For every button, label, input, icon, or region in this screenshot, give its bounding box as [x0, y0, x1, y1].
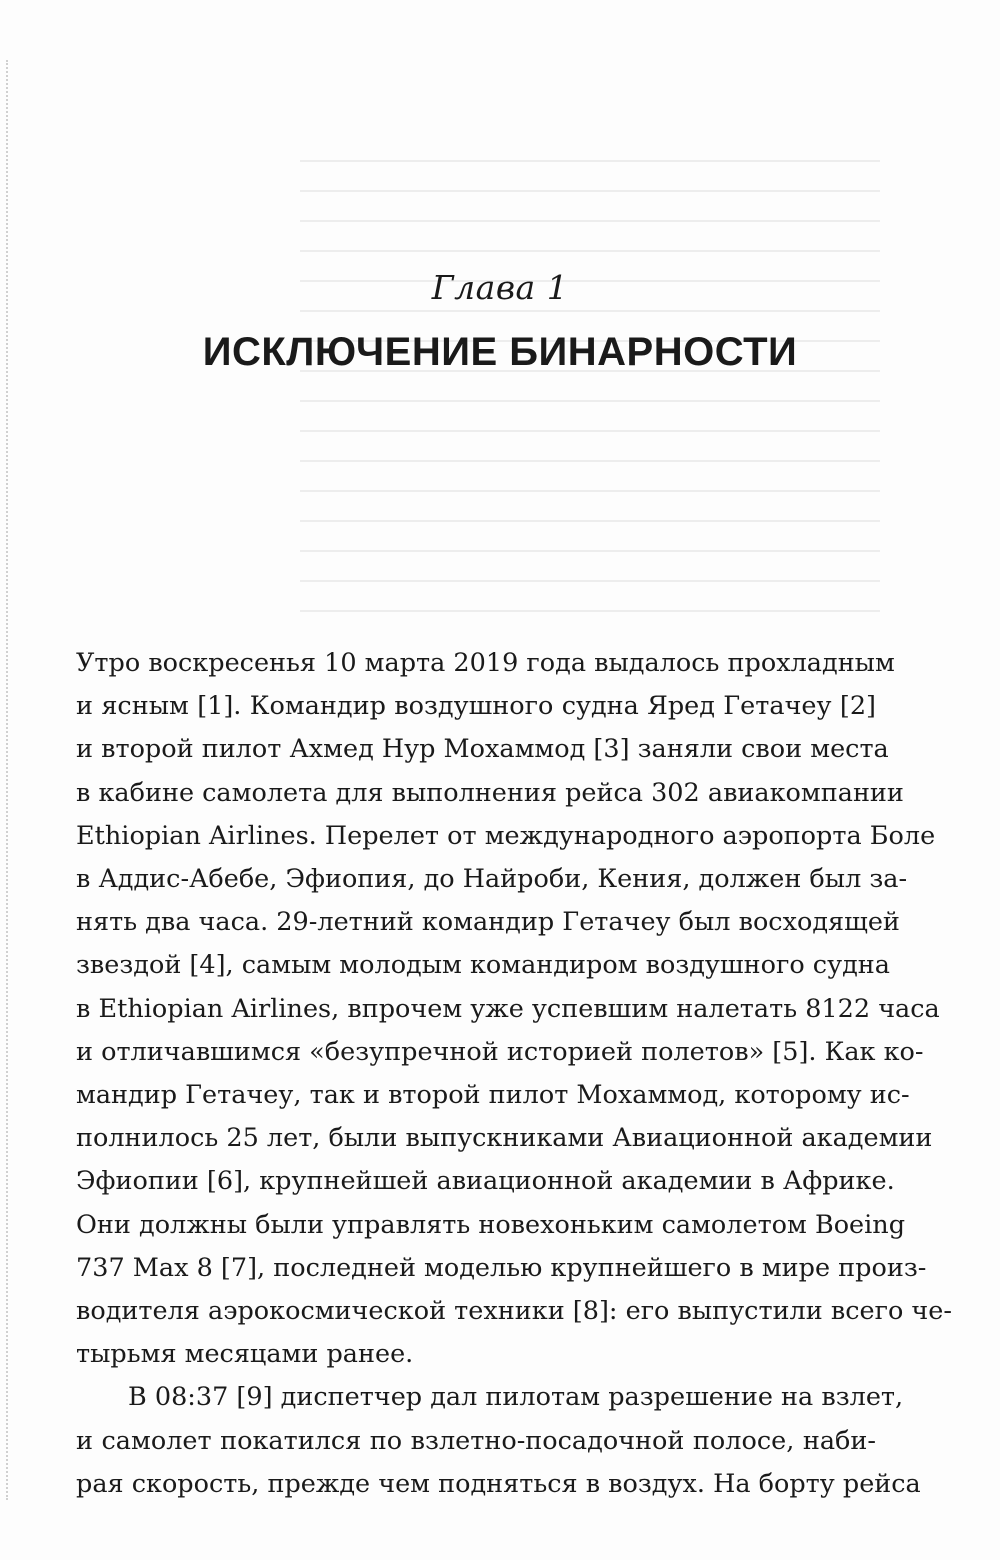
text-line: нять два часа. 29-летний командир Гетачеу был восходящей [76, 907, 900, 938]
text-line: Утро воскресенья 10 марта 2019 года выдалось прохладным [76, 648, 895, 678]
text-line: полнилось 25 лет, были выпускниками Авиационной академии [76, 1123, 933, 1154]
body-text [76, 642, 952, 1506]
text-line: звездой [4], самым молодым командиром воздушного судна [76, 950, 890, 981]
text-line: и второй пилот Ахмед Нур Мохаммод [3] заняли свои места [76, 734, 889, 765]
paragraph-2 [76, 1376, 921, 1506]
text-line: и самолет покатился по взлетно-посадочной полосе, наби- [76, 1425, 876, 1456]
text-line: в Аддис-Абебе, Эфиопия, до Найроби, Кения, должен был за- [76, 864, 908, 895]
text-line: тырьмя месяцами ранее. [76, 1339, 414, 1370]
text-line: и отличавшимся «безупречной историей полетов» [5]. Как ко- [76, 1036, 924, 1067]
text-line: мандир Гетачеу, так и второй пилот Мохаммод, которому ис- [76, 1080, 910, 1111]
text-line: и ясным [1]. Командир воздушного судна Яред Гетачеу [2] [76, 691, 876, 722]
text-line: Они должны были управлять новехоньким самолетом Boeing [76, 1209, 906, 1240]
text-line: 737 Max 8 [7], последней моделью крупнейшего в мире произ- [76, 1252, 927, 1283]
text-line: рая скорость, прежде чем подняться в воздух. На борту рейса [76, 1468, 921, 1499]
chapter-label: Глава 1 [431, 268, 569, 307]
paragraph-1 [76, 642, 952, 1376]
text-line: в кабине самолета для выполнения рейса 302 авиакомпании [76, 777, 904, 808]
chapter-title: ИСКЛЮЧЕНИЕ БИНАРНОСТИ [202, 330, 798, 374]
reverse-side-bleed [300, 160, 880, 680]
text-line: в Ethiopian Airlines, впрочем уже успевшим налетать 8122 часа [76, 993, 940, 1024]
text-line: водителя аэрокосмической техники [8]: его выпустили всего че- [76, 1296, 952, 1327]
text-line: Ethiopian Airlines. Перелет от международного аэропорта Боле [76, 820, 936, 851]
text-line: Эфиопии [6], крупнейшей авиационной академии в Африке. [76, 1166, 895, 1197]
text-line: В 08:37 [9] диспетчер дал пилотам разрешение на взлет, [128, 1382, 904, 1413]
